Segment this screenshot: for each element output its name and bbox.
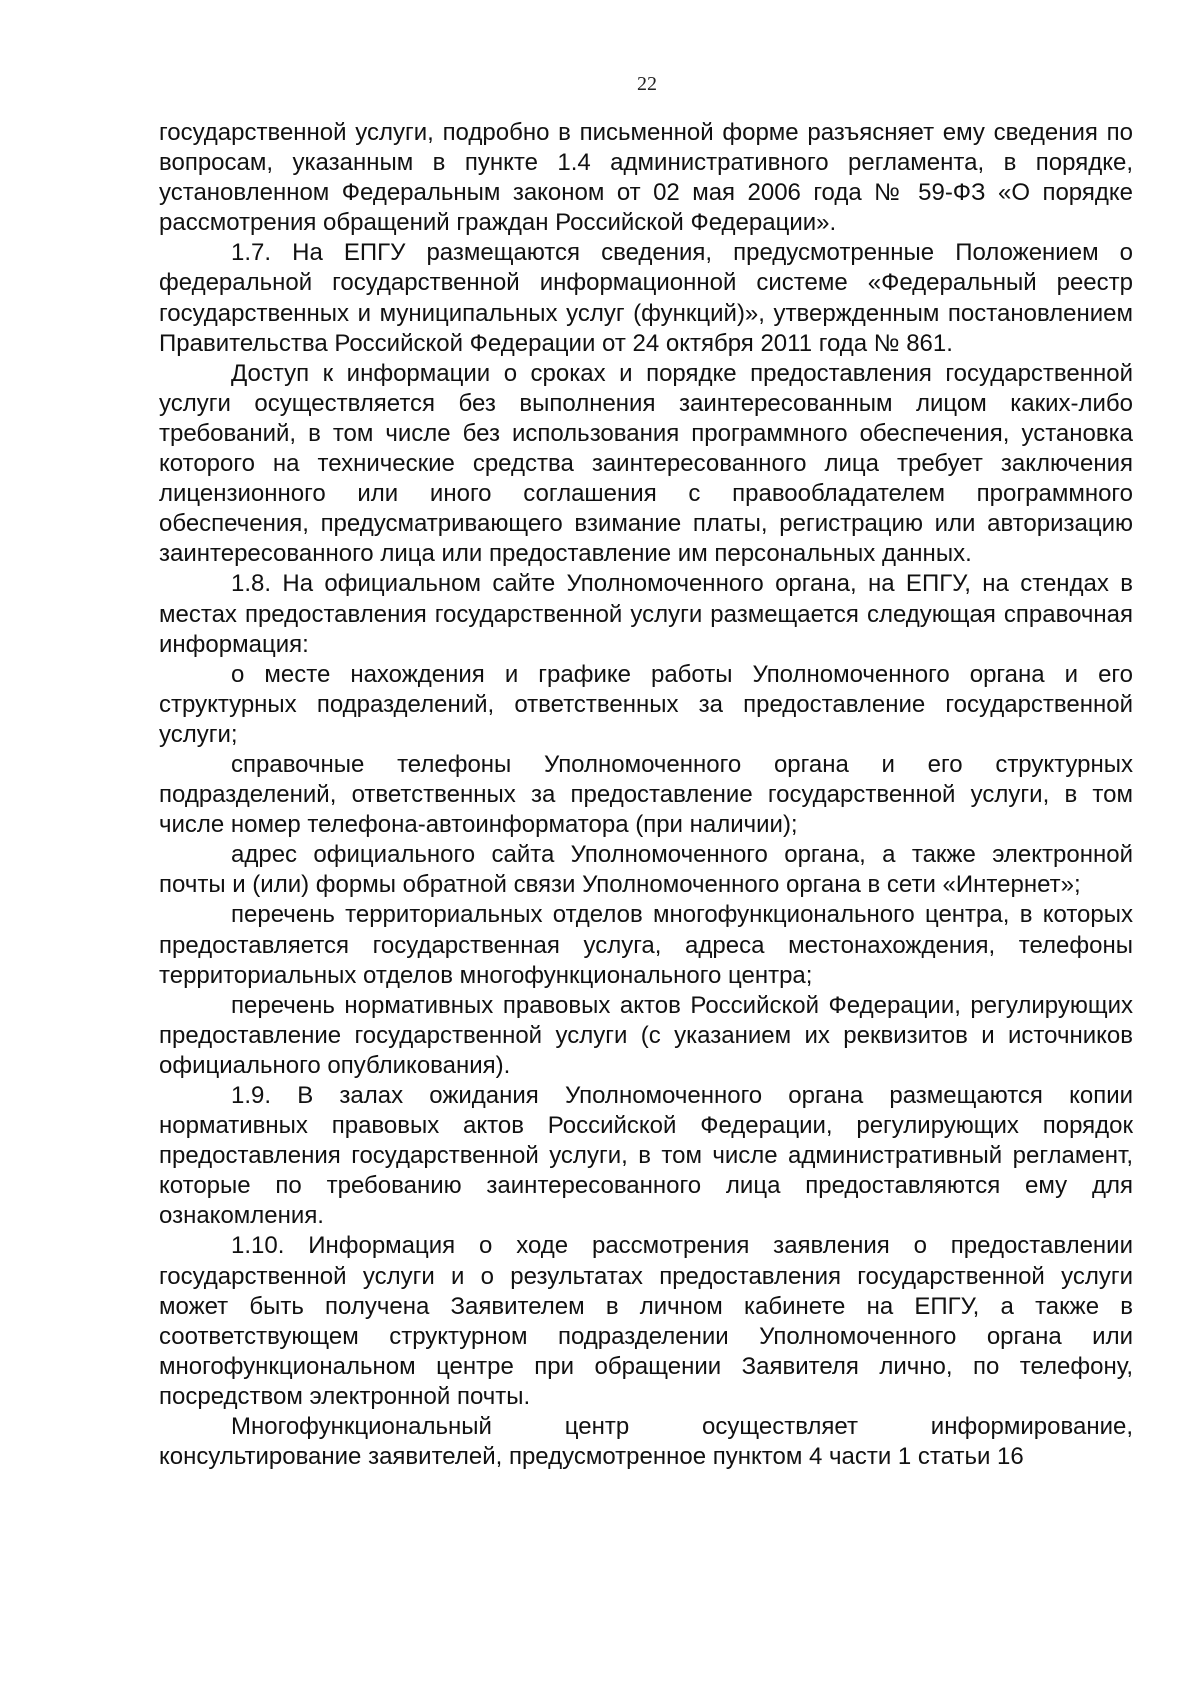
list-item-legal-acts: перечень нормативных правовых актов Российской Федерации, регулирующих предоставление государственной услуги (с указанием их реквизитов и источников официального опубликования). (159, 991, 1133, 1079)
list-item-website: адрес официального сайта Уполномоченного органа, а также электронной почты и (или) формы обратной связи Уполномоченного органа в сети «Интернет»; (159, 841, 1133, 899)
paragraph-1-7: 1.7. На ЕПГУ размещаются сведения, предусмотренные Положением о федеральной государственной информационной системе «Федеральный реестр государственных и муниципальных услуг (функций)», утвержденным постановлением Правительства Российской Федерации от 24 октября 2011 года № 861. (159, 239, 1133, 357)
list-item-phones: справочные телефоны Уполномоченного органа и его структурных подразделений, ответственных за предоставление государственной услуги, в том числе номер телефона-автоинформатора (при наличии); (159, 750, 1133, 839)
paragraph-mfc: Многофункциональный центр осуществляет информирование, консультирование заявителей, предусмотренное пунктом 4 части 1 статьи 16 (159, 1413, 1133, 1471)
list-item-location: о месте нахождения и графике работы Уполномоченного органа и его структурных подразделений, ответственных за предоставление государственной услуги; (159, 660, 1133, 748)
paragraph-access-info: Доступ к информации о сроках и порядке предоставления государственной услуги осуществляется без выполнения заинтересованным лицом каких-либо требований, в том числе без использования программного обеспечения, установка которого на технические средства заинтересованного лица требует заключения лицензионного или иного соглашения с правообладателем программного обеспечения, предусматривающего взимание платы, регистрацию или авторизацию заинтересованного лица или предоставление им персональных данных. (159, 359, 1133, 568)
page-number: 22 (637, 73, 657, 95)
paragraph-1-8: 1.8. На официальном сайте Уполномоченного органа, на ЕПГУ, на стендах в местах предоставления государственной услуги размещается следующая справочная информация: (159, 570, 1133, 658)
list-item-mfc-offices: перечень территориальных отделов многофункционального центра, в которых предоставляется государственная услуга, адреса местонахождения, телефоны территориальных отделов многофункционального центра; (159, 901, 1133, 989)
document-body (159, 118, 1133, 1472)
paragraph-1-10: 1.10. Информация о ходе рассмотрения заявления о предоставлении государственной услуги и о результатах предоставления государственной услуги может быть получена Заявителем в личном кабинете на ЕПГУ, а также в соответствующем структурном подразделении Уполномоченного органа или многофункциональном центре при обращении Заявителя лично, по телефону, посредством электронной почты. (159, 1232, 1133, 1410)
paragraph-continuation: государственной услуги, подробно в письменной форме разъясняет ему сведения по вопросам, указанным в пункте 1.4 административного регламента, в порядке, установленном Федеральным законом от 02 мая 2006 года № 59-ФЗ «О порядке рассмотрения обращений граждан Российской Федерации». (159, 119, 1133, 237)
paragraph-1-9: 1.9. В залах ожидания Уполномоченного органа размещаются копии нормативных правовых актов Российской Федерации, регулирующих порядок предоставления государственной услуги, в том числе административный регламент, которые по требованию заинтересованного лица предоставляются ему для ознакомления. (159, 1082, 1133, 1230)
